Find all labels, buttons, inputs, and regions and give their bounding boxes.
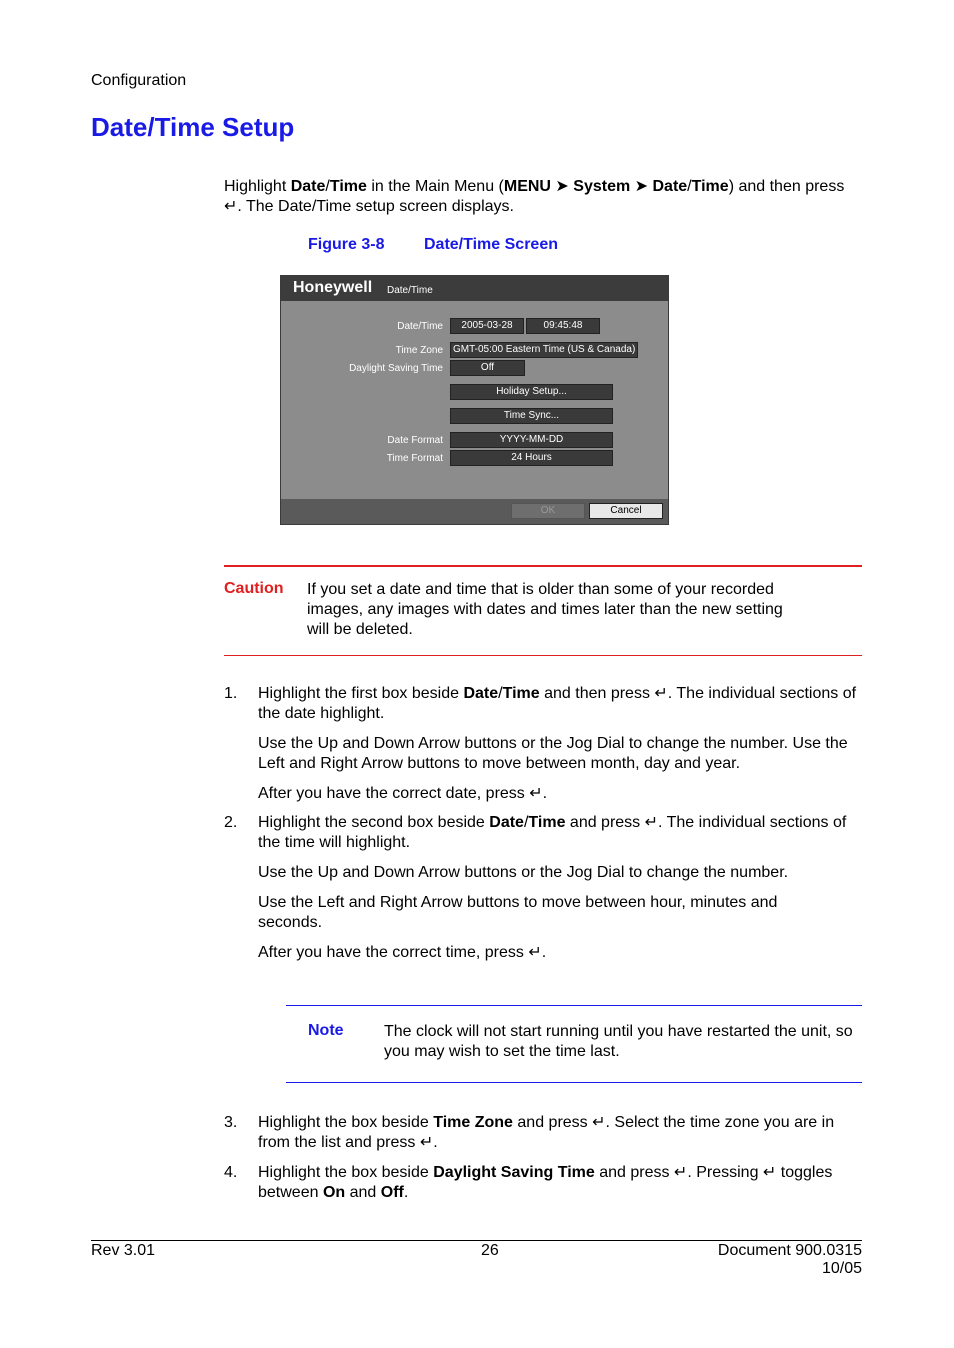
step-2-confirm: After you have the correct time, press ↵. (258, 944, 547, 961)
time-zone-label: Time Zone (395, 345, 443, 356)
figure-title: Date/Time Screen (424, 236, 558, 253)
screen-footer (281, 499, 668, 524)
step-1-detail: Use the Up and Down Arrow buttons or the Jog Dial to change the number. Use the Left and Right Arrow buttons to move between month, day and year. (258, 735, 848, 772)
step-number: 4. (224, 1164, 238, 1181)
caution-text: If you set a date and time that is older than some of your recorded images, any images with dates and times later than the new setting will be deleted. (307, 581, 783, 638)
step-number: 1. (224, 685, 238, 702)
screen-title: Date/Time (387, 285, 433, 296)
caution-bottom-rule (224, 655, 862, 656)
date-format-label: Date Format (387, 435, 443, 446)
note-top-rule (286, 1005, 862, 1006)
dst-label: Daylight Saving Time (349, 363, 443, 374)
step-3-text: Highlight the box beside Time Zone and press ↵. Select the time zone you are in from the list and press ↵. (258, 1114, 835, 1151)
time-zone-field[interactable]: GMT-05:00 Eastern Time (US & Canada) (450, 342, 638, 358)
datetime-screen (280, 275, 669, 525)
page-number: 26 (481, 1242, 499, 1259)
step-4-text: Highlight the box beside Daylight Saving Time and press ↵. Pressing ↵ toggles between On and Off. (258, 1164, 833, 1201)
figure-caption (308, 236, 558, 254)
document-number: Document 900.0315 (717, 1242, 862, 1259)
note-text: The clock will not start running until you have restarted the unit, so you may wish to set the time last. (384, 1023, 853, 1060)
note-bottom-rule (286, 1082, 862, 1083)
step-2-detail-2: Use the Left and Right Arrow buttons to move between hour, minutes and seconds. (258, 894, 778, 931)
honeywell-logo: Honeywell (293, 279, 373, 296)
caution-top-rule (224, 565, 862, 567)
caution-label: Caution (224, 580, 284, 597)
time-format-label: Time Format (386, 453, 443, 464)
menu-arrow-icon: ➤ (550, 178, 574, 195)
step-number: 3. (224, 1114, 238, 1131)
time-field[interactable]: 09:45:48 (526, 318, 600, 334)
screen-header (281, 276, 668, 301)
intro-paragraph: Highlight Date/Time in the Main Menu (MENU ➤ System ➤ Date/Time) and then press ↵. The Date/Time setup screen displays. (224, 178, 845, 215)
section-label: Configuration (91, 72, 187, 89)
step-1-text: Highlight the first box beside Date/Time and then press ↵. The individual sections of the date highlight. (258, 685, 857, 722)
date-format-field[interactable]: YYYY-MM-DD (450, 432, 613, 448)
figure-number: Figure 3-8 (308, 236, 385, 253)
note-label: Note (308, 1022, 344, 1039)
step-2-detail: Use the Up and Down Arrow buttons or the Jog Dial to change the number. (258, 864, 789, 881)
footer-rule (91, 1240, 862, 1241)
ok-button[interactable]: OK (511, 503, 585, 519)
step-1-confirm: After you have the correct date, press ↵. (258, 785, 548, 802)
step-number: 2. (224, 814, 238, 831)
date-field[interactable]: 2005-03-28 (450, 318, 524, 334)
footer-revision: Rev 3.01 (91, 1242, 156, 1259)
footer-document (662, 1242, 862, 1278)
holiday-setup-button[interactable]: Holiday Setup... (450, 384, 613, 400)
page-title: Date/Time Setup (91, 112, 295, 142)
dst-field[interactable]: Off (450, 360, 525, 376)
time-sync-button[interactable]: Time Sync... (450, 408, 613, 424)
date-time-label: Date/Time (397, 321, 443, 332)
menu-arrow-icon: ➤ (630, 178, 653, 195)
step-2-text: Highlight the second box beside Date/Time and press ↵. The individual sections of the time will highlight. (258, 814, 847, 851)
cancel-button[interactable]: Cancel (589, 503, 663, 519)
document-date: 10/05 (821, 1260, 862, 1277)
time-format-field[interactable]: 24 Hours (450, 450, 613, 466)
